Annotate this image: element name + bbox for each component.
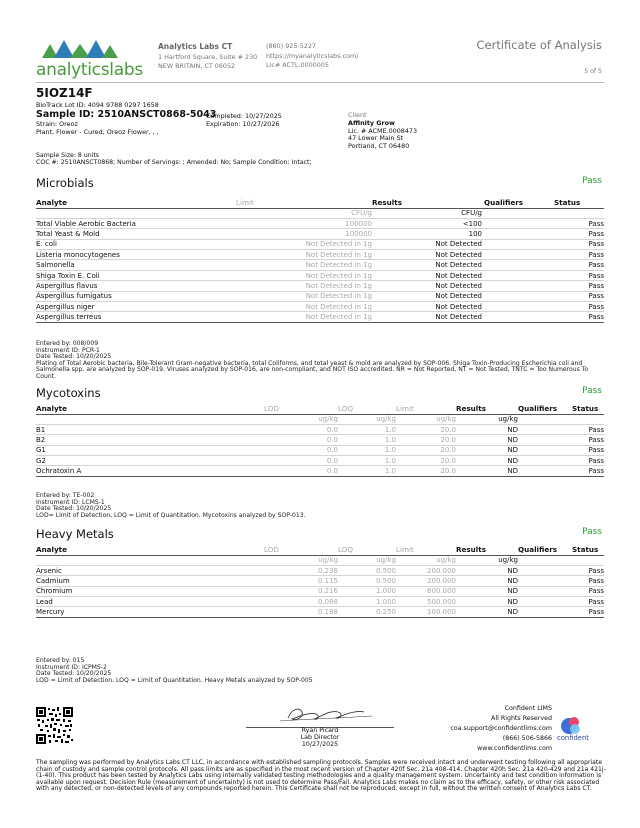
client-label: Client bbox=[348, 111, 367, 119]
col-analyte: Analyte bbox=[36, 545, 264, 555]
result-cell: Not Detected bbox=[372, 291, 484, 301]
analyte-cell: B1 bbox=[36, 424, 264, 434]
heavy-metals-notes bbox=[36, 658, 606, 684]
lab-phone: (860) 925-5227 bbox=[266, 42, 316, 50]
status-cell: Pass bbox=[554, 239, 604, 249]
col-loq: LOQ bbox=[338, 404, 396, 414]
col-limit: Limit bbox=[396, 545, 456, 555]
note-entered-by: Entered by: 015 bbox=[36, 657, 85, 664]
analyte-cell: Shiga Toxin E. Coli bbox=[36, 270, 236, 280]
col-analyte: Analyte bbox=[36, 198, 236, 208]
analyte-cell: G2 bbox=[36, 456, 264, 466]
status-cell: Pass bbox=[554, 218, 604, 228]
lod-cell: 0.115 bbox=[264, 576, 338, 586]
sample-id: Sample ID: 2510ANSCT0868-5043 bbox=[36, 109, 217, 120]
table-header-row bbox=[36, 404, 604, 414]
table-row bbox=[36, 607, 604, 617]
mycotoxins-notes bbox=[36, 493, 606, 519]
sample-code: 5IOZ14F bbox=[36, 86, 93, 100]
analyte-cell: B2 bbox=[36, 435, 264, 445]
col-loq: LOQ bbox=[338, 545, 396, 555]
sample-dates bbox=[206, 112, 282, 128]
table-row bbox=[36, 312, 604, 322]
microbials-notes bbox=[36, 341, 606, 381]
lab-info bbox=[158, 42, 257, 71]
loq-unit: ug/kg bbox=[338, 414, 396, 424]
client-street: 47 Lower Main St bbox=[348, 134, 404, 143]
logo-wordmark: analyticslabs bbox=[36, 60, 143, 80]
signatory-name: Ryan Picard bbox=[301, 727, 339, 734]
lod-cell: 0.188 bbox=[264, 607, 338, 617]
col-results: Results bbox=[456, 545, 518, 555]
signatory-role: Lab Director bbox=[300, 733, 340, 741]
table-row bbox=[36, 466, 604, 476]
confident-logo-wordmark: confident bbox=[557, 734, 589, 742]
lab-address-line2: NEW BRITAIN, CT 06052 bbox=[158, 62, 236, 70]
analyte-cell: Mercury bbox=[36, 607, 264, 617]
analyte-cell: Lead bbox=[36, 597, 264, 607]
client-name: Affinity Grow bbox=[348, 118, 395, 127]
microbials-status-badge: Pass bbox=[582, 176, 602, 186]
table-row bbox=[36, 250, 604, 260]
result-unit: CFU/g bbox=[372, 208, 484, 218]
qualifier-cell bbox=[518, 445, 572, 455]
result-cell: Not Detected bbox=[372, 270, 484, 280]
lod-cell: 0.216 bbox=[264, 586, 338, 596]
analyte-cell: Cadmium bbox=[36, 576, 264, 586]
note-entered-by: Entered by: 008/009 bbox=[36, 340, 99, 347]
status-cell: Pass bbox=[554, 250, 604, 260]
status-cell: Pass bbox=[572, 586, 604, 596]
result-cell: 100 bbox=[372, 229, 484, 239]
limit-cell: Not Detected in 1g bbox=[236, 302, 372, 312]
lod-unit: ug/kg bbox=[264, 555, 338, 565]
limit-cell: 600.000 bbox=[396, 586, 456, 596]
qualifier-cell bbox=[484, 250, 554, 260]
loq-unit: ug/kg bbox=[338, 555, 396, 565]
status-cell: Pass bbox=[572, 576, 604, 586]
status-cell: Pass bbox=[554, 312, 604, 322]
lab-name: Analytics Labs CT bbox=[158, 42, 233, 51]
analyte-cell: Aspergillus niger bbox=[36, 302, 236, 312]
sample-size: Sample Size: 8 units bbox=[36, 152, 100, 159]
table-row bbox=[36, 576, 604, 586]
client-license: Lic. # ACME.0008473 bbox=[348, 126, 418, 135]
analyte-cell: Arsenic bbox=[36, 565, 264, 575]
note-date-tested: Date Tested: 10/20/2025 bbox=[36, 505, 112, 513]
limit-cell: 100000 bbox=[236, 218, 372, 228]
table-row bbox=[36, 435, 604, 445]
table-row bbox=[36, 270, 604, 280]
table-row bbox=[36, 281, 604, 291]
table-row bbox=[36, 586, 604, 596]
strain: Strain: Oreoz bbox=[36, 120, 78, 128]
qualifier-cell bbox=[518, 466, 572, 476]
result-cell: Not Detected bbox=[372, 302, 484, 312]
lab-license: Lic# ACTL.0000005 bbox=[266, 61, 329, 70]
limit-cell: 20.0 bbox=[396, 466, 456, 476]
microbials-table bbox=[36, 198, 604, 323]
note-date-tested: Date Tested: 10/20/2025 bbox=[36, 670, 112, 678]
signature-image bbox=[260, 704, 390, 726]
note-method: LOD= Limit of Detection, LOQ = Limit of Quantitation. Mycotoxins analyzed by SOP-013. bbox=[36, 511, 306, 519]
result-cell: Not Detected bbox=[372, 260, 484, 270]
analyte-cell: Aspergillus terreus bbox=[36, 312, 236, 322]
result-cell: ND bbox=[456, 597, 518, 607]
lims-name: Confident LIMS bbox=[504, 705, 552, 712]
table-row bbox=[36, 302, 604, 312]
limit-cell: 20.0 bbox=[396, 456, 456, 466]
table-row bbox=[36, 445, 604, 455]
result-cell: ND bbox=[456, 456, 518, 466]
sample-size-block bbox=[36, 152, 312, 166]
loq-cell: 0.250 bbox=[338, 607, 396, 617]
lims-website-link[interactable]: www.confidentlims.com bbox=[477, 745, 552, 752]
lab-website-link[interactable]: https://myanalyticslabs.com/ bbox=[266, 51, 359, 60]
qr-code[interactable] bbox=[36, 707, 73, 744]
loq-cell: 1.0 bbox=[338, 456, 396, 466]
limit-cell: 20.0 bbox=[396, 435, 456, 445]
limit-cell: Not Detected in 1g bbox=[236, 312, 372, 322]
limit-cell: Not Detected in 1g bbox=[236, 281, 372, 291]
sample-matrix: Plant, Flower - Cured, Oreoz Flower, , , bbox=[36, 128, 159, 136]
result-cell: Not Detected bbox=[372, 239, 484, 249]
limit-cell: 100.000 bbox=[396, 607, 456, 617]
qualifier-cell bbox=[484, 229, 554, 239]
qualifier-cell bbox=[518, 576, 572, 586]
status-cell: Pass bbox=[572, 466, 604, 476]
status-cell: Pass bbox=[572, 435, 604, 445]
signatory bbox=[246, 728, 394, 748]
limit-cell: 200.000 bbox=[396, 565, 456, 575]
result-cell: Not Detected bbox=[372, 250, 484, 260]
analyte-cell: Aspergillus flavus bbox=[36, 281, 236, 291]
status-cell: Pass bbox=[572, 456, 604, 466]
col-lod: LOD bbox=[264, 545, 338, 555]
lot-id: BioTrack Lot ID: 4094 9788 0297 1658 bbox=[36, 101, 159, 109]
result-cell: ND bbox=[456, 466, 518, 476]
analyte-cell: Ochratoxin A bbox=[36, 466, 264, 476]
qualifier-cell bbox=[518, 597, 572, 607]
status-cell: Pass bbox=[572, 597, 604, 607]
result-cell: Not Detected bbox=[372, 281, 484, 291]
limit-cell: 100000 bbox=[236, 229, 372, 239]
legal-disclaimer: The sampling was performed by Analytics Labs CT LLC, in accordance with established sampling protocols. Samples were received intact and underwent testing following all appropriate chain of custody and sample control protocols. All pass limits are as specified in the most recent version of Chapter 420f Sec. 21a 408-414, Chapter 420h Sec. 21a 420-429 and 21a 421j-(1-40). This product has been tested by Analytics Labs using internally validated testing methodologies and a quality management system. Uncertainty and test condition information is available upon request. Decision Rule (measurement of uncertainty) is not used to determine Pass/Fail. Analytics Labs makes no claim as to the efficacy, safety, or other risk associated with any detected, or non-detected levels of any compounds reported herein. This Certificate shall not be reproduced, except in full, without the written consent of Analytics Labs CT. bbox=[36, 759, 606, 793]
table-row bbox=[36, 597, 604, 607]
note-method: LOD = Limit of Detection. LOQ = Limit of Quantitation. Heavy Metals analyzed by SOP-005 bbox=[36, 676, 313, 684]
lims-info bbox=[450, 704, 552, 754]
heavy-metals-status-badge: Pass bbox=[582, 527, 602, 537]
loq-cell: 1.0 bbox=[338, 424, 396, 434]
qualifier-cell bbox=[484, 302, 554, 312]
qualifier-cell bbox=[484, 312, 554, 322]
qualifier-cell bbox=[484, 281, 554, 291]
limit-cell: 200.000 bbox=[396, 576, 456, 586]
result-cell: <100 bbox=[372, 218, 484, 228]
lod-unit: ug/kg bbox=[264, 414, 338, 424]
qualifier-cell bbox=[484, 239, 554, 249]
loq-cell: 1.000 bbox=[338, 586, 396, 596]
result-cell: ND bbox=[456, 586, 518, 596]
note-date-tested: Date Tested: 10/20/2025 bbox=[36, 353, 112, 361]
heavy-metals-title: Heavy Metals bbox=[36, 527, 114, 541]
signature-date: 10/27/2025 bbox=[301, 740, 339, 748]
table-header-row bbox=[36, 198, 604, 208]
limit-cell: Not Detected in 1g bbox=[236, 239, 372, 249]
units-row bbox=[36, 555, 604, 565]
status-cell: Pass bbox=[554, 291, 604, 301]
col-status: Status bbox=[572, 404, 604, 414]
document-title: Certificate of Analysis bbox=[476, 38, 602, 52]
status-cell: Pass bbox=[572, 565, 604, 575]
table-row bbox=[36, 239, 604, 249]
result-unit: ug/kg bbox=[456, 555, 518, 565]
lod-cell: 0.0 bbox=[264, 435, 338, 445]
col-analyte: Analyte bbox=[36, 404, 264, 414]
units-row bbox=[36, 208, 604, 218]
header-divider bbox=[36, 82, 604, 83]
lims-rights: All Rights Reserved bbox=[491, 715, 552, 722]
loq-cell: 0.500 bbox=[338, 565, 396, 575]
lims-email-link[interactable]: coa.support@confidentlims.com bbox=[450, 725, 552, 732]
status-cell: Pass bbox=[554, 260, 604, 270]
loq-cell: 1.0 bbox=[338, 466, 396, 476]
col-status: Status bbox=[572, 545, 604, 555]
table-row bbox=[36, 424, 604, 434]
col-results: Results bbox=[456, 404, 518, 414]
heavy-metals-table bbox=[36, 545, 604, 618]
limit-cell: 20.0 bbox=[396, 445, 456, 455]
col-qualifiers: Qualifiers bbox=[518, 545, 572, 555]
col-qualifiers: Qualifiers bbox=[518, 404, 572, 414]
result-cell: ND bbox=[456, 435, 518, 445]
lod-cell: 0.088 bbox=[264, 597, 338, 607]
lod-cell: 0.236 bbox=[264, 565, 338, 575]
qualifier-cell bbox=[518, 435, 572, 445]
client-block bbox=[348, 112, 417, 151]
table-row bbox=[36, 456, 604, 466]
table-header-row bbox=[36, 545, 604, 555]
note-instrument: Instrument ID: PCR-1 bbox=[36, 346, 100, 354]
lod-cell: 0.0 bbox=[264, 466, 338, 476]
qualifier-cell bbox=[518, 586, 572, 596]
microbials-title: Microbials bbox=[36, 176, 94, 190]
limit-cell: Not Detected in 1g bbox=[236, 260, 372, 270]
qualifier-cell bbox=[484, 291, 554, 301]
qualifier-cell bbox=[484, 270, 554, 280]
table-row bbox=[36, 565, 604, 575]
analyte-cell: G1 bbox=[36, 445, 264, 455]
lab-contact bbox=[266, 42, 358, 71]
table-row bbox=[36, 260, 604, 270]
page-number: 5 of 5 bbox=[584, 68, 602, 75]
mycotoxins-status-badge: Pass bbox=[582, 386, 602, 396]
completed-date: Completed: 10/27/2025 bbox=[206, 112, 282, 120]
loq-cell: 1.000 bbox=[338, 597, 396, 607]
col-limit: Limit bbox=[236, 198, 372, 208]
qualifier-cell bbox=[518, 456, 572, 466]
lod-cell: 0.0 bbox=[264, 445, 338, 455]
limit-cell: 500.000 bbox=[396, 597, 456, 607]
col-limit: Limit bbox=[396, 404, 456, 414]
mycotoxins-table bbox=[36, 404, 604, 477]
qualifier-cell bbox=[484, 260, 554, 270]
table-row bbox=[36, 291, 604, 301]
result-cell: ND bbox=[456, 424, 518, 434]
qualifier-cell bbox=[518, 607, 572, 617]
analyte-cell: Aspergillus fumigatus bbox=[36, 291, 236, 301]
result-cell: ND bbox=[456, 607, 518, 617]
qualifier-cell bbox=[518, 424, 572, 434]
mycotoxins-title: Mycotoxins bbox=[36, 386, 101, 400]
status-cell: Pass bbox=[554, 302, 604, 312]
status-cell: Pass bbox=[572, 607, 604, 617]
status-cell: Pass bbox=[554, 270, 604, 280]
limit-cell: Not Detected in 1g bbox=[236, 291, 372, 301]
note-instrument: Instrument ID: ICPMS-2 bbox=[36, 663, 107, 671]
limit-unit: CFU/g bbox=[236, 208, 372, 218]
lod-cell: 0.0 bbox=[264, 456, 338, 466]
limit-unit: ug/kg bbox=[396, 414, 456, 424]
note-method: Plating of Total Aerobic bacteria, Bile-Tolerant Gram-negative bacteria, total Coliforms, and total yeast & mold are analyzed by SOP-006. Shiga Toxin-Producing Escherichia coli and Salmonella spp. are analyzed by SOP-019. Viruses analyzed by SOP-016, are non-compliant, and NOT ISO accredited. NR = Not Reported, NT = Not Tested, TNTC = Too Numerous To Count. bbox=[36, 359, 589, 380]
loq-cell: 1.0 bbox=[338, 435, 396, 445]
qualifier-cell bbox=[518, 565, 572, 575]
client-city: Portland, CT 06480 bbox=[348, 142, 410, 151]
result-cell: ND bbox=[456, 445, 518, 455]
lims-phone: (866) 506-5866 bbox=[502, 735, 552, 742]
result-cell: ND bbox=[456, 576, 518, 586]
note-entered-by: Entered by: TE-002 bbox=[36, 492, 95, 499]
result-cell: Not Detected bbox=[372, 312, 484, 322]
analyte-cell: E. coli bbox=[36, 239, 236, 249]
lab-address-line1: 1 Hartford Square, Suite # 230 bbox=[158, 53, 258, 61]
analyte-cell: Salmonella bbox=[36, 260, 236, 270]
status-cell: Pass bbox=[554, 229, 604, 239]
table-row bbox=[36, 218, 604, 228]
note-instrument: Instrument ID: LCMS-1 bbox=[36, 498, 105, 506]
limit-cell: Not Detected in 1g bbox=[236, 250, 372, 260]
status-cell: Pass bbox=[572, 445, 604, 455]
expiration-date: Expiration: 10/27/2026 bbox=[206, 120, 280, 128]
limit-cell: Not Detected in 1g bbox=[236, 270, 372, 280]
analyte-cell: Total Yeast & Mold bbox=[36, 229, 236, 239]
result-cell: ND bbox=[456, 565, 518, 575]
col-qualifiers: Qualifiers bbox=[484, 198, 554, 208]
qualifier-cell bbox=[484, 218, 554, 228]
limit-cell: 20.0 bbox=[396, 424, 456, 434]
analyte-cell: Listeria monocytogenes bbox=[36, 250, 236, 260]
col-results: Results bbox=[372, 198, 484, 208]
loq-cell: 0.500 bbox=[338, 576, 396, 586]
result-unit: ug/kg bbox=[456, 414, 518, 424]
limit-unit: ug/kg bbox=[396, 555, 456, 565]
loq-cell: 1.0 bbox=[338, 445, 396, 455]
col-lod: LOD bbox=[264, 404, 338, 414]
status-cell: Pass bbox=[554, 281, 604, 291]
units-row bbox=[36, 414, 604, 424]
coc-line: COC #: 2510ANSCT0868; Number of Servings: ; Amended: No; Sample Condition: Intact; bbox=[36, 159, 312, 167]
lod-cell: 0.0 bbox=[264, 424, 338, 434]
analyte-cell: Chromium bbox=[36, 586, 264, 596]
analyte-cell: Total Viable Aerobic Bacteria bbox=[36, 218, 236, 228]
col-status: Status bbox=[554, 198, 604, 208]
table-row bbox=[36, 229, 604, 239]
status-cell: Pass bbox=[572, 424, 604, 434]
